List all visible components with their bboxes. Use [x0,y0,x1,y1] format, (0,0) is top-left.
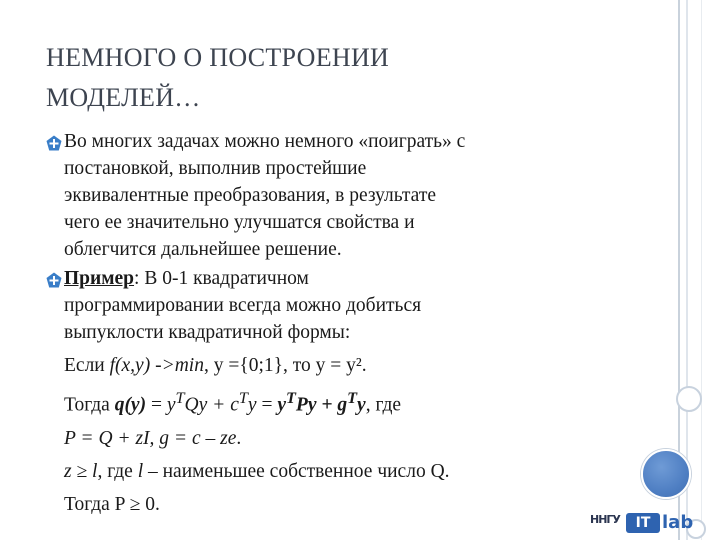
text-fragment: Если [64,355,110,376]
text-line: выпуклости квадратичной формы: [64,322,351,343]
bullet-text [64,128,624,263]
university-logo-mark: ННГУ [590,513,620,526]
superscript: T [175,389,185,407]
example-label: Пример [64,268,135,289]
text-line: Во многих задачах можно немного «поиграть» с [64,131,466,152]
text-line: программировании всегда можно добиться [64,295,422,316]
text-fragment: , где [97,460,138,482]
formula-fragment: y [247,394,257,416]
title-line: НЕМНОГО О ПОСТРОЕНИИ [46,43,390,72]
formula-fragment: y [166,394,176,416]
text-line [64,265,624,292]
text-fragment: : В 0-1 квадратичном [134,268,309,289]
itlab-logo [590,511,716,535]
pentagon-plus-icon [46,135,60,149]
formula-fragment: q(y) [114,394,147,416]
text-line: облегчится дальнейшее решение. [64,239,342,260]
title-line: МОДЕЛЕЙ… [46,83,201,112]
text-fragment: = [256,394,278,416]
text-line: эквивалентные преобразования, в результате [64,185,437,206]
superscript: T [285,389,296,407]
formula-line [64,385,624,419]
text-fragment: – наименьшее собственное число Q. [143,460,450,482]
formula-fragment: Qy + c [184,394,239,416]
formula-fragment: f(x,y) ->min [109,355,204,376]
formula-line [64,425,624,452]
text-line: чего ее значительно улучшатся свойства и [64,212,415,233]
formula-fragment: y [357,394,366,416]
bullet-text [64,265,624,518]
text-fragment: = [146,394,167,416]
logo-it-badge: IT [626,513,660,533]
formula-fragment: l [137,460,144,482]
formula-line [64,352,624,379]
superscript: T [238,389,248,407]
formula-line [64,458,624,485]
decorative-circle-filled [641,449,691,499]
text-fragment: . [236,427,242,449]
formula-fragment: z ≥ l [64,460,98,482]
text-fragment: , где [365,394,402,416]
text-line: Тогда P ≥ 0. [64,493,160,515]
formula-fragment: Py + g [295,394,348,416]
text-fragment: Тогда [64,394,115,416]
formula-fragment: y [277,394,286,416]
text-line: постановкой, выполнив простейшие [64,158,367,179]
superscript: T [347,389,358,407]
text-fragment: , y ={0;1}, то y = y². [203,355,367,376]
edge-line [701,0,702,540]
logo-lab-text: lab [662,512,694,533]
formula-fragment: P = Q + zI, g = c – ze [64,427,237,449]
slide-title [46,38,606,118]
pentagon-plus-icon [46,272,60,286]
decorative-circle [676,386,702,412]
